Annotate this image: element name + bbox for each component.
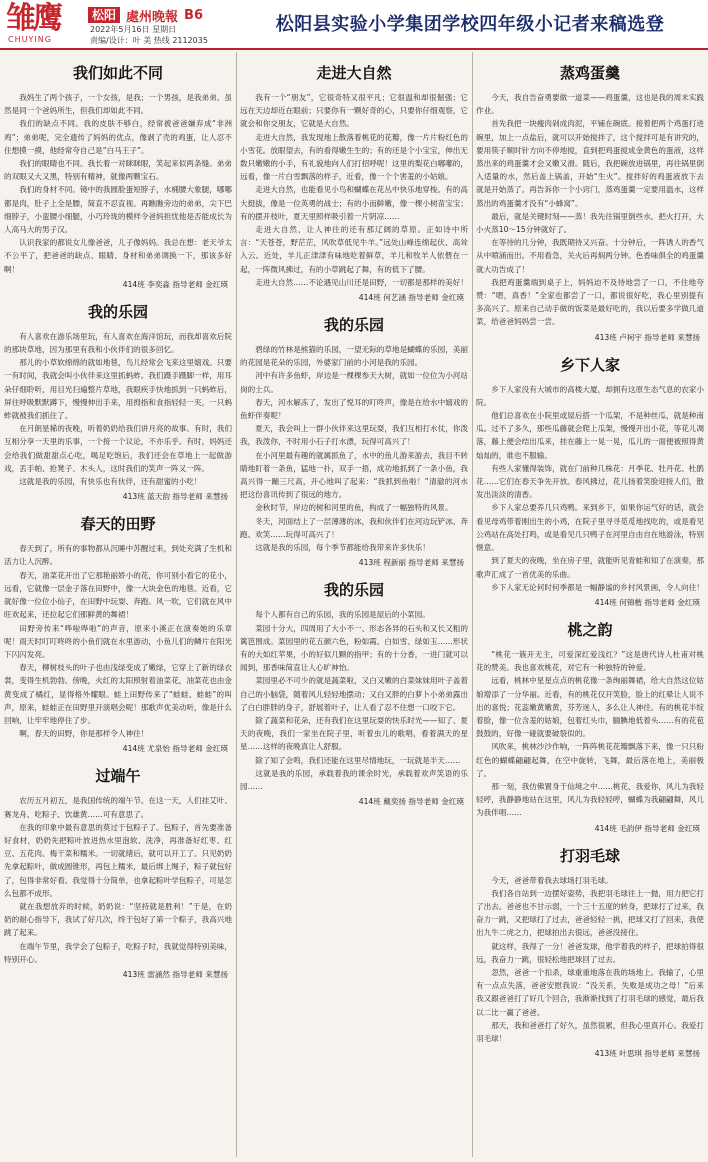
article-paragraph: 菜园十分大，四周用了大小不一、形态各异的石头和又长又粗的篱笆围成。菜园里的花五颜六色，粉如霞、白如雪、绿如玉……形状有的大如红苹果，小的好似几颗的指甲；有的十分香，一进门就可以闻到，那香味简直让人心旷神怡。 — [240, 623, 468, 673]
column-divider — [236, 52, 237, 1157]
article-paragraph: 乡下人家没有大城市的高楼大厦，却拥有这原生态气息的农家小院。 — [476, 384, 704, 407]
article — [476, 619, 704, 835]
paper-tag: 松阳 — [88, 7, 120, 23]
article-paragraph: 菜园里必不可少的就是蔬菜啦，又白又嫩的白菜妹妹用叶子盖着自己的小脑袋，随着风儿轻轻地摆动；又白又胖的白萝卜小弟弟露出了白白胖胖的身子，舒展着叶子，让人看了忍不住想一口咬下它。 — [240, 676, 468, 712]
article-paragraph: 那儿的小草软绵绵的就如地毯，鸟儿经常会飞来这里嬉戏。只要一有时间，我就会叫小伙伴来这里抓蚂蚱。我们蹑手蹑脚一样，用耳朵仔细聆听，用目光扫遍整片草地，我眼疾手快地抓到一只蚂蚱后，屏住呼吸默默蹲下，慢慢伸出手来，用拇指和食指轻轻一夹，一只蚂蚱就被我们抓住了。 — [4, 358, 232, 421]
article-paragraph: 这就是我的乐园，有快乐也有伙伴，还有甜蜜的小吃！ — [19, 477, 202, 487]
article-paragraph: 有人喜欢在游乐场里玩，有人喜欢在海洋馆玩，而我却喜欢后院的那块草地，因为那里有我和小伙伴们的很多回忆。 — [4, 331, 232, 355]
article — [4, 62, 232, 291]
article-title: 我们如此不同 — [72, 64, 163, 82]
article-paragraph: 金秋时节，岸边的树和河里的鱼，构成了一幅独特的风景。 — [255, 503, 453, 513]
paper-name: 處州晚報 — [126, 9, 179, 25]
article-paragraph: 我把鸡蛋羹端到桌子上，妈妈迫不及待地尝了一口，不住地夸赞：“嗯，真香！”全家也都尝了一口，都说很好吃，我心里别提有多高兴了。原来自己动手做的饭菜是最好吃的，我以后要多学做几道菜，给爸爸妈妈尝一尝。 — [476, 277, 704, 327]
article-paragraph: 走进大自然，也能看见小鸟和蝴蝶在花丛中快乐地穿梭。有的高大挺拔，像是一位英勇的战士；有的小而鲜嫩，像一棵小树苗宝宝；有的摆开枝叶，夏天里照样吸引着一片阴凉…… — [240, 185, 468, 221]
article-byline: 413班 雷涵然 指导老师 来慧扬 — [122, 969, 228, 979]
article-paragraph: 春天，柳树枝头的叶子也由浅绿变成了嫩绿，它穿上了新的绿衣裳，变得生机勃勃。傍晚，火红的太阳照射着油菜花，油菜花也由金黄变成了橘红，显得格外耀眼。蛙上田野传来了“蛙蛙、蛙蛙”的叫声，原来，蛙蛙正在田野里开演唱会呢！那歌声优美动听，像是什么回响，让牢牢地停住了步。 — [4, 663, 232, 725]
article-title: 桃之韵 — [567, 620, 613, 639]
article-byline: 413班 蓝天韵 指导老师 来慧扬 — [122, 492, 228, 502]
article-paragraph: 这就是我的乐园，每个季节都能给我带来许多快乐！ — [255, 543, 430, 553]
article-title: 我的乐园 — [323, 581, 384, 600]
article-paragraph: 今天，爸爸带着我去球场打羽毛球。 — [491, 875, 613, 885]
article-paragraph: 他们总喜欢在小院里或屋后搭一个瓜架，不是种丝瓜，就是种南瓜。过不了多久，那些瓜藤就会爬上瓜架，慢慢开出小花，等花儿凋落，藤上便会结出瓜来，挂在藤上一晃一晃，瓜儿的一面便被照得黄灿灿的，谁也不服输。 — [476, 411, 704, 460]
article-title: 走进大自然 — [316, 64, 392, 82]
article-paragraph: 我有一个“朋友”，它很奇特又很平凡；它很温和却很倔强；它远在天边却近在眼前；只要你有一颗好奇的心，只要你仔细观察，它就会和你交朋友，它就是大自然。 — [240, 93, 468, 129]
article-paragraph: “桃花一簇开无主，可爱深红爱浅红？”这是唐代诗人杜甫对桃花的赞美。我也喜欢桃花，对它有一种独特的钟爱。 — [476, 649, 704, 673]
page-title: 松阳县实验小学集团学校四年级小记者来稿选登 — [275, 14, 665, 35]
article-paragraph: 在端午节里，我学会了包粽子，吃粽子时，我就觉得特别美味，特别开心。 — [4, 941, 232, 964]
article-paragraph: 那一刻，我仿佛置身于仙境之中……桃花，我爱你，风儿为我轻轻哼，我静静地站在这里，风儿为我轻轻哼，蝴蝶为我翩翩舞，风儿为我伴唱…… — [476, 781, 704, 818]
article-paragraph: 走进大自然，让人神往的还有那辽阔的草原。正如诗中所言：“天苍苍，野茫茫，风吹草低见牛羊。”远处山峰连绵起伏、高耸入云。近处，羊儿正津津有味地吃着鲜草，羊儿和牧羊人依偎在一起，一阵微风拂过，有的小草跳起了舞，有的低下了腰。 — [240, 225, 468, 274]
article-paragraph: 远看，桃林中星星点点的桃花像一条绚丽舞裙，给大自然这位姑娘增添了一分华丽。近看，有的桃花仅开笑脸，脸上的红晕让人说不出的喜悦；花蕊嫩黄嫩黄，芬芳迷人，多么让人神往。有的桃花半绽着脸，像一位含羞的姑娘，包着红头巾，腼腆地低着头……有的花苞鼓鼓的，好像一碰就要破裂似的。 — [476, 676, 704, 739]
article-paragraph: 在小河里最有趣的就属抓鱼了，水中的鱼儿游来游去，我目不转睛地盯着一条鱼，猛地一扑，双手一捂，成功地抓到了一条小鱼，我高兴得一蹦三尺高，开心地叫了起来：“我抓到鱼啦！”清澈的河水把这份喜讯传到了很远的地方。 — [240, 450, 468, 500]
article — [4, 301, 232, 503]
article-paragraph: 最后，就是关键时刻——蒸！我先往锅里倒些水，把火打开，大小火蒸10～15分钟就好了。 — [476, 211, 704, 235]
article-paragraph: 忽然，爸爸一个扣杀，球重重地落在我的场地上。我输了，心里有一点点失落，爸爸安慰我说：“没关系，失败是成功之母！”后来我又跟爸爸打了好几个回合，我渐渐找到了打羽毛球的感觉，最后我以二比一赢了爸爸。 — [476, 967, 704, 1017]
article-title: 过端午 — [95, 767, 141, 786]
logo-text: 雏鹰 — [6, 1, 60, 36]
article-paragraph: 除了蔬菜和花朵，还有我们在这里玩耍的快乐时光——知了、夏天的夜晚，我们一家坐在院子里，听着虫儿的歌唱，看着满天的星星……这样的夜晚真让人舒服。 — [240, 715, 468, 752]
paper-info-bar — [88, 6, 203, 24]
article-paragraph: 那天，我和爸爸打了好久，虽然很累，但我心里真开心。我爱打羽毛球！ — [476, 1020, 704, 1043]
article-paragraph: 走进大自然，我发现地上散落着桃花的花瓣，像一片片粉红色的小雪花。放眼望去，有的看得嫩生生的；有的还是个小宝宝，伸出无数只嫩嫩的小手，有礼貌地向人们打招呼呢！这里的梨花白嘟嘟的，远看，像一片白雪飘落的样子，近看，像一个个害羞的小姑娘。 — [240, 132, 468, 182]
editor-line: 责编/设计：叶 美 热线 2112035 — [90, 36, 208, 45]
article-byline: 413班 程新丽 指导老师 来慧扬 — [358, 558, 464, 568]
article-paragraph: 春天，河水解冻了，发出了悦耳的叮咚声，像是在给水中嬉戏的鱼虾伴奏呢！ — [240, 397, 468, 421]
article-paragraph: 在等待的几分钟，我既期待又兴奋。十分钟后，一阵诱人的香气从中喷涌而出。不用看急，关火后再焖两分钟。色香味俱全的鸡蛋羹就大功告成了！ — [476, 238, 704, 274]
article-byline: 413班 卢柯宇 指导老师 来慧扬 — [594, 332, 700, 342]
article-byline: 413班 叶思琪 指导老师 来慧扬 — [594, 1049, 700, 1059]
article — [4, 513, 232, 755]
article-title: 蒸鸡蛋羹 — [559, 64, 620, 82]
article-paragraph: 田野旁传来“哗啦哗啦”的声音，原来小溪正在演奏她的乐章呢！雨天时叮叮咚咚的小鱼们就在水里游动，小鱼儿们的鳞片在阳光下闪闪发亮。 — [4, 623, 232, 659]
article-paragraph: 农历五月初五，是我国传统的端午节。在这一天，人们挂艾叶、赛龙舟、吃粽子、饮雄黄……可有意思了。 — [4, 796, 232, 819]
article-byline: 414班 毛韵伊 指导老师 金红瑛 — [594, 823, 700, 833]
article — [4, 765, 232, 981]
article-paragraph: 冬天，河面结上了一层薄薄的冰，我和伙伴们在河边玩铲冰、奔跑、欢笑……玩得可高兴了！ — [240, 516, 468, 539]
article — [240, 314, 468, 569]
article — [240, 579, 468, 808]
article-paragraph: 乡下人家总要养几只鸡鸭。来到乡下，如果你运气好的话，就会看见母鸡带着刚出生的小鸡，在院子里寻寻觅觅地找吃的，或是看见公鸡站在高处打鸣，或是看见几只鸭子在河里自由自在地游泳，特别惬意。 — [476, 503, 704, 553]
masthead — [0, 0, 708, 50]
article-paragraph: 今天，我自告奋勇要做一道菜——鸡蛋羹，这也是我的周末实践作业。 — [476, 93, 704, 116]
article — [476, 845, 704, 1061]
issue-date: 2022年5月16日 星期日 — [90, 25, 177, 34]
article — [476, 62, 704, 344]
article-paragraph: 碧绿的竹林是熊猫的乐园，一望无际的草地是蝴蝶的乐园，美丽的花园是花朵的乐园，外婆家门前的小河是我的乐园。 — [240, 345, 468, 368]
article-paragraph: 每个人都有自己的乐园，我的乐园是屋后的小菜园。 — [255, 610, 430, 620]
article-paragraph: 河中有许多鱼虾，岸边是一棵棵参天大树，就如一位位为小河站岗的士兵。 — [240, 371, 468, 394]
article-paragraph: 乡下人家无论何时何季都是一幅静谧的乡村风景画，令人向往！ — [491, 582, 704, 592]
article-paragraph: 除了知了会鸣，我们还能在这里尽情地玩，一玩就是半天…… — [255, 755, 461, 765]
article-paragraph: 这就是我的乐园，承载着我的课余时光，承载着欢声笑语的乐园…… — [240, 768, 468, 791]
article-byline: 414班 何锦楷 指导老师 金红瑛 — [594, 597, 700, 607]
article-paragraph: 春天到了，所有的事物都从沉睡中苏醒过来，到处充满了生机和活力让人沉醉。 — [4, 544, 232, 567]
article-paragraph: 我们的身材不同。镜中的我圆脸蛋短脖子，水桶腰大象腿，哪哪都是肉，肚子上全是膘，简直不忍直视。再瞧瞧旁边的弟弟，尖下巴细脖子，小蛮腰小细腿，小巧玲珑的模样令爸妈担忧他是否能成长为人高马大的男子汉。 — [4, 185, 232, 235]
article-paragraph: 我们各自站到一边摆好姿势，我把羽毛球往上一抛，用力把它打了出去。爸爸也不甘示弱，一个三十五度的转身，把球打了过来，我奋力一跳，又把球打了过去，爸爸轻轻一挑，把球又打了回来，我使出九牛二虎之力，把球拍出去很远，爸爸没接住。 — [476, 888, 704, 938]
article-paragraph: 啊，春天的田野，你是那样令人神往！ — [19, 729, 149, 739]
article-paragraph: 就在我想放弃的时候，奶奶说：“坚持就是胜利！”于是，在奶奶的耐心指导下，我试了好几次，终于包好了第一个粽子，我高兴地跳了起来。 — [4, 901, 232, 938]
article-paragraph: 我们的眼睛也不同。我长着一对眯眯眼，笑起来似两条缝。弟弟的双眼又大又黑，特别有精神，就像两颗宝石。 — [4, 159, 232, 182]
article-paragraph: 首先我把一块瘦肉剁成肉泥，平铺在碗底。接着把两个鸡蛋打进碗里，加上一点盐后，就可以开始搅拌了，这个搅拌可是有讲究的，要用筷子顺时针方向不停地搅，直到把鸡蛋搅成金黄色的蛋液，这样蒸出来的鸡蛋羹才会又嫩又滑。随后，我把碗放进锅里，再往锅里倒入适量的水，然后盖上锅盖，开始“生火”。搅拌好的鸡蛋液放下去就是开始蒸了。再告诉你一个小窍门，蒸鸡蛋羹一定要用温水，这样蒸出的鸡蛋羹才没有“小蜂窝”。 — [476, 119, 704, 208]
article-byline: 414班 李奕淼 指导老师 金红瑛 — [122, 279, 228, 289]
article-byline: 414班 戴奕扬 指导老师 金红瑛 — [358, 797, 464, 807]
logo-subtitle: CHUYING — [8, 35, 52, 44]
article-title: 乡下人家 — [559, 355, 620, 374]
column-logo — [6, 2, 80, 46]
article-title: 我的乐园 — [323, 316, 384, 335]
article-title: 春天的田野 — [80, 515, 156, 534]
article-paragraph: 走进大自然……不论遇见山川还是田野，一切都是那样的美好！ — [255, 277, 468, 287]
article-paragraph: 有些人家懂得装饰，就在门前种几株花：月季花、牡丹花、杜鹃花……它们在春天争先开放。春风拂过，花儿扬着笑脸迎接人们，散发出淡淡的清香。 — [476, 463, 704, 500]
article-paragraph: 到了夏天的夜晚，坐在房子里，就能听见青蛙和知了在演奏，那歌声汇成了一首优美的乐曲。 — [476, 556, 704, 579]
article-paragraph: 就这样，我得了一分！爸爸发球，他学着我的样子，把球拍得很远，我奋力一跳，很轻松地把球回了过去。 — [476, 941, 704, 964]
column-3 — [476, 52, 704, 1157]
article — [476, 354, 704, 609]
article — [240, 62, 468, 304]
article-title: 打羽毛球 — [559, 846, 620, 865]
article-paragraph: 我妈生了两个孩子，一个女孩，是我；一个男孩，是我弟弟。虽然是同一个爸妈所生，但我们却如此不同。 — [4, 93, 232, 116]
article-paragraph: 夏天，我会叫上一群小伙伴来这里玩耍，我们互相打水仗，你泼我，我泼你，不时用小石子打水漂，玩得可高兴了！ — [240, 424, 468, 447]
article-paragraph: 在我的印象中最有意思的莫过于包粽子了。包粽子，首先要准备好食材，奶奶先把粽叶放进热水里泡软、洗净，再准备好红枣、红豆、五花肉、梅干菜和糯米。一切就绪后，就可以开工了。只见奶奶先拿起粽叶，做成圆锥形，再包上糯米，最后绑上绳子，粽子就包好了，包得非常好看。我觉得十分简单，也拿起粽叶学包粽子，可是怎么包都不成形。 — [4, 822, 232, 898]
column-divider — [472, 52, 473, 1157]
article-paragraph: 春天，油菜花开出了它那艳丽娇小的花，你可别小看它的花小，远看，它就像一层金子落在田野中，像一大块金色的地毯。近看，它就好像一位位小仙子，在田野中玩耍、奔跑。风一吹，它们就在风中旺欢起来，还拉起它们那鲜黄的舞裙！ — [4, 570, 232, 620]
article-byline: 414班 何艺涵 指导老师 金红瑛 — [358, 293, 464, 303]
article-paragraph: 我们的缺点不同。我的皮肤不够白，经常被爸爸嫌弃成“非洲鸡”；弟弟呢，完全遗传了妈妈的优点，像剥了壳的鸡蛋，让人忍不住想摸一摸，他经常夸自己是“白马王子”。 — [4, 119, 232, 155]
article-paragraph: 风吹来，桃林沙沙作响，一阵阵桃花花瓣飘落下来，像一只只粉红色的蝴蝶翩翩起舞，在空中旋转，飞舞，最后落在地上，美丽极了。 — [476, 742, 704, 778]
article-title: 我的乐园 — [87, 302, 148, 321]
article-byline: 414班 尤泉怡 指导老师 金红瑛 — [122, 744, 228, 754]
column-2 — [240, 52, 468, 1157]
article-paragraph: 认识我家的都说女儿像爸爸，儿子像妈妈。我总在想：老天爷太不公平了，把爸爸的缺点、眼睛、身材和弟弟调换一下，那该多好啊！ — [4, 238, 232, 274]
article-paragraph: 在月朗星稀的夜晚，听着奶奶给我们讲月亮的故事。有时，我们互相分享一天里的乐事，一个接一个议论，不亦乐乎。有时，妈妈还会给我们做甜甜点心吃，喝足吃饱后，我们还会在草地上一起做游戏，丢手帕、抢凳子、木头人，这时我们的笑声一阵又一阵。 — [4, 424, 232, 473]
column-1 — [4, 52, 232, 1157]
page-number: B6 — [184, 7, 203, 23]
